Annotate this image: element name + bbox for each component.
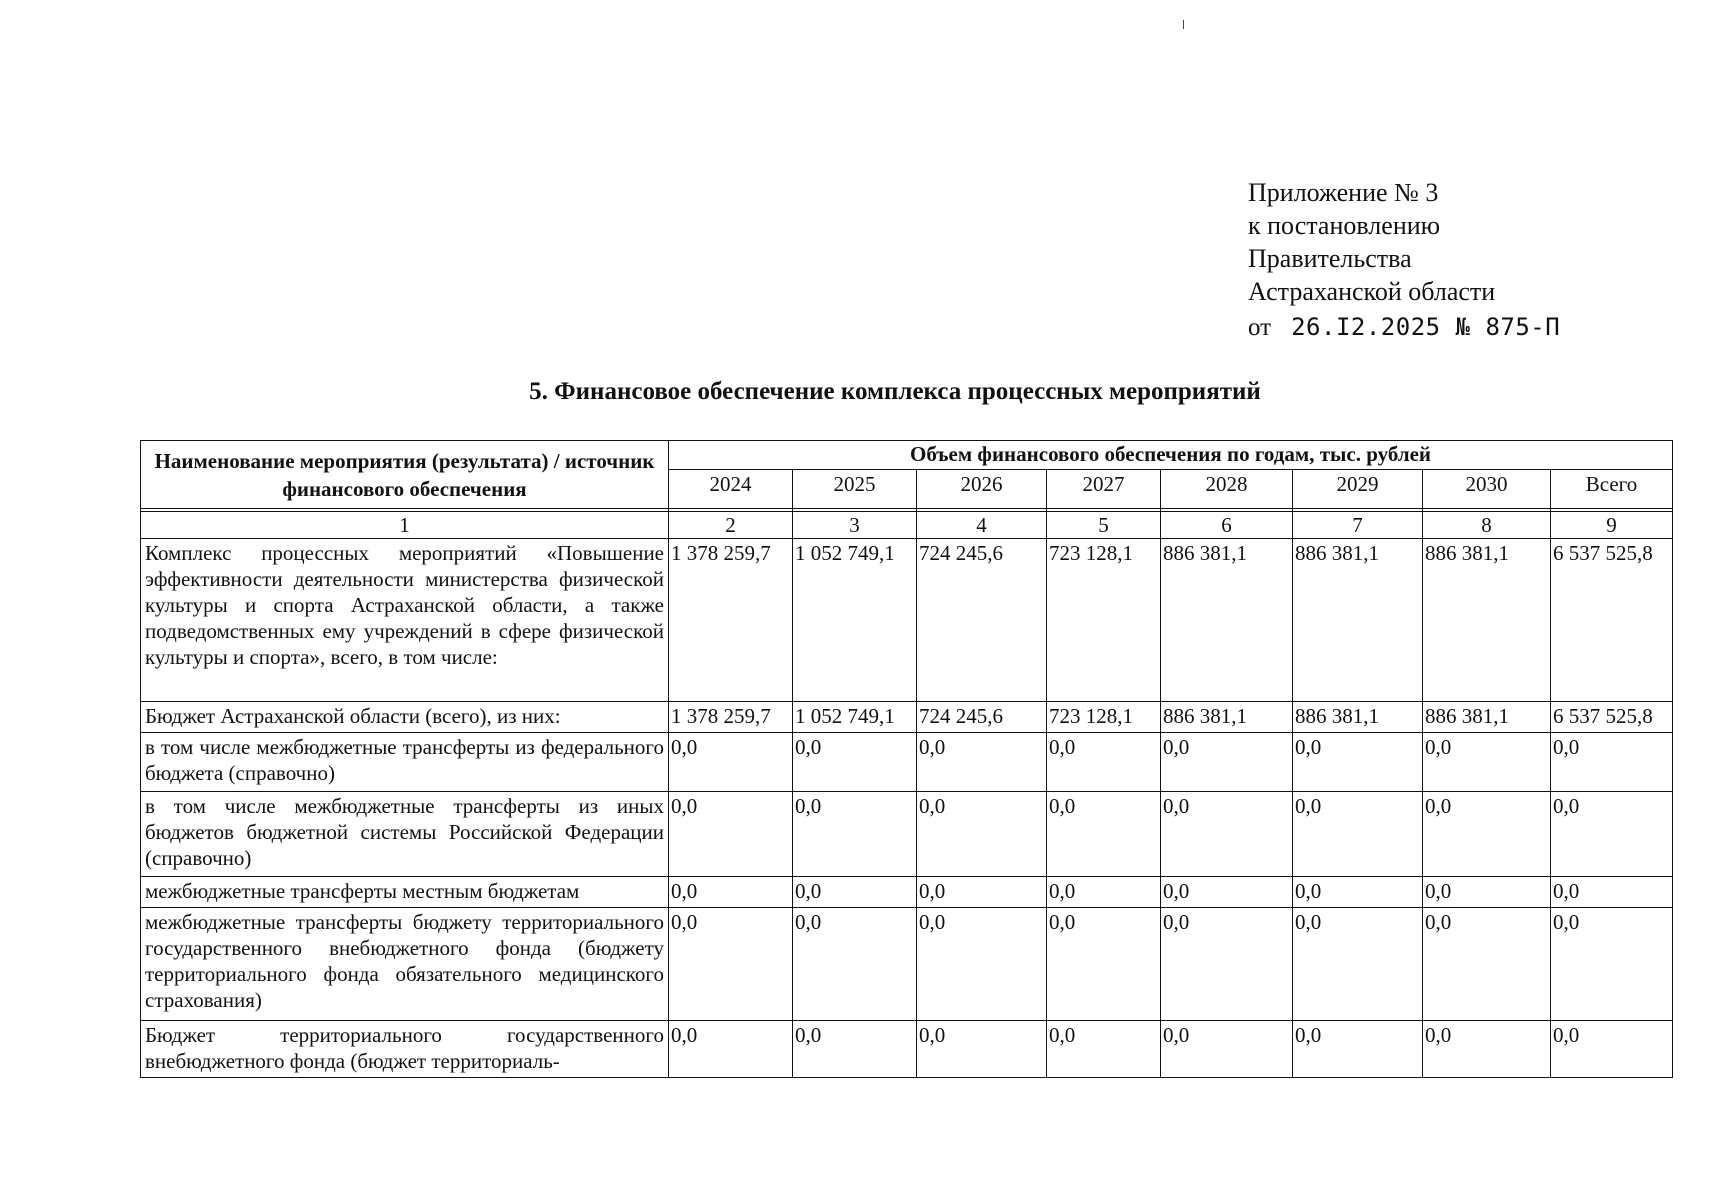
- row-value-total: 0,0: [1551, 1021, 1673, 1078]
- row-value: 1 378 259,7: [669, 539, 793, 702]
- financing-table: [140, 440, 1673, 1078]
- table-row: [141, 908, 1673, 1021]
- row-value: 0,0: [793, 877, 917, 908]
- row-value: 0,0: [1047, 908, 1161, 1021]
- row-value: 0,0: [1423, 877, 1551, 908]
- row-value: 0,0: [1293, 877, 1423, 908]
- row-value: 0,0: [793, 908, 917, 1021]
- column-number: 8: [1423, 512, 1551, 539]
- row-value-total: 0,0: [1551, 908, 1673, 1021]
- row-value: 723 128,1: [1047, 702, 1161, 733]
- header-year: 2029: [1293, 470, 1423, 509]
- row-value: 0,0: [1293, 908, 1423, 1021]
- row-value: 0,0: [1423, 908, 1551, 1021]
- header-year: 2025: [793, 470, 917, 509]
- header-year: 2026: [917, 470, 1047, 509]
- row-value: 0,0: [793, 733, 917, 792]
- row-value: 0,0: [669, 908, 793, 1021]
- row-value: 0,0: [669, 733, 793, 792]
- row-value: 0,0: [1161, 877, 1293, 908]
- header-year: 2030: [1423, 470, 1551, 509]
- table-row: [141, 539, 1673, 702]
- row-value: 0,0: [917, 792, 1047, 877]
- column-number: 4: [917, 512, 1047, 539]
- row-value: 0,0: [1293, 1021, 1423, 1078]
- row-value: 724 245,6: [917, 702, 1047, 733]
- table-row: [141, 1021, 1673, 1078]
- row-value: 0,0: [1161, 733, 1293, 792]
- row-name: в том числе межбюджетные трансферты из иных бюджетов бюджетной системы Российской Федерации (справочно): [141, 792, 669, 877]
- page-tick-mark: [1183, 20, 1184, 29]
- row-value: 886 381,1: [1293, 539, 1423, 702]
- row-value: 723 128,1: [1047, 539, 1161, 702]
- header-year: 2027: [1047, 470, 1161, 509]
- header-year: 2028: [1161, 470, 1293, 509]
- row-value: 1 052 749,1: [793, 539, 917, 702]
- row-value: 0,0: [1423, 733, 1551, 792]
- row-value: 0,0: [793, 792, 917, 877]
- row-value-total: 6 537 525,8: [1551, 539, 1673, 702]
- row-value: 0,0: [1293, 792, 1423, 877]
- row-value: 0,0: [917, 877, 1047, 908]
- appendix-date-prefix: от: [1248, 314, 1272, 341]
- row-name: в том числе межбюджетные трансферты из федерального бюджета (справочно): [141, 733, 669, 792]
- row-value: 724 245,6: [917, 539, 1047, 702]
- row-name: межбюджетные трансферты бюджету территориального государственного внебюджетного фонда (бюджету территориального фонда обязательного медицинского страхования): [141, 908, 669, 1021]
- header-name-cell: Наименование мероприятия (результата) / источник финансового обеспечения: [141, 441, 669, 509]
- row-value: 0,0: [793, 1021, 917, 1078]
- row-value: 0,0: [669, 877, 793, 908]
- column-number-row: [141, 512, 1673, 539]
- appendix-block: [1248, 176, 1560, 344]
- section-title: 5. Финансовое обеспечение комплекса процессных мероприятий: [529, 378, 1261, 405]
- column-number: 1: [141, 512, 669, 539]
- column-number: 2: [669, 512, 793, 539]
- header-group-cell: Объем финансового обеспечения по годам, тыс. рублей: [669, 441, 1673, 470]
- row-value-total: 0,0: [1551, 877, 1673, 908]
- table-row: [141, 733, 1673, 792]
- header-year-total: Всего: [1551, 470, 1673, 509]
- row-value: 0,0: [669, 1021, 793, 1078]
- row-value: 0,0: [917, 733, 1047, 792]
- row-value: 0,0: [1161, 792, 1293, 877]
- row-value: 0,0: [1047, 1021, 1161, 1078]
- row-value: 0,0: [1423, 792, 1551, 877]
- row-name: межбюджетные трансферты местным бюджетам: [141, 877, 669, 908]
- table-row: [141, 702, 1673, 733]
- row-value-total: 0,0: [1551, 792, 1673, 877]
- header-year: 2024: [669, 470, 793, 509]
- appendix-line: к постановлению: [1248, 211, 1441, 240]
- appendix-line: Приложение № 3: [1248, 178, 1439, 207]
- row-value: 0,0: [1161, 1021, 1293, 1078]
- row-value: 886 381,1: [1423, 702, 1551, 733]
- row-value: 886 381,1: [1161, 539, 1293, 702]
- header-row-group: [141, 441, 1673, 470]
- row-value: 0,0: [1161, 908, 1293, 1021]
- row-value: 886 381,1: [1423, 539, 1551, 702]
- row-name: Бюджет Астраханской области (всего), из них:: [141, 702, 669, 733]
- row-value: 1 378 259,7: [669, 702, 793, 733]
- column-number: 7: [1293, 512, 1423, 539]
- row-value-total: 0,0: [1551, 733, 1673, 792]
- column-number: 6: [1161, 512, 1293, 539]
- row-value: 0,0: [669, 792, 793, 877]
- row-value: 0,0: [1047, 733, 1161, 792]
- appendix-date-line: [1248, 310, 1560, 344]
- table-row: [141, 877, 1673, 908]
- appendix-line: Правительства: [1248, 244, 1412, 273]
- column-number: 5: [1047, 512, 1161, 539]
- column-number: 3: [793, 512, 917, 539]
- row-value: 0,0: [917, 1021, 1047, 1078]
- row-value-total: 6 537 525,8: [1551, 702, 1673, 733]
- column-number: 9: [1551, 512, 1673, 539]
- appendix-date-stamp: 26.I2.2025 № 875-П: [1291, 313, 1561, 341]
- row-name: Комплекс процессных мероприятий «Повышение эффективности деятельности министерства физической культуры и спорта Астраханской области, а также подведомственных ему учреждений в сфере физической культуры и спорта», всего, в том числе:: [141, 539, 669, 702]
- row-value: 0,0: [1047, 877, 1161, 908]
- appendix-line: Астраханской области: [1248, 277, 1496, 306]
- row-value: 886 381,1: [1293, 702, 1423, 733]
- row-name: Бюджет территориального государственного внебюджетного фонда (бюджет территориаль-: [141, 1021, 669, 1078]
- table-row: [141, 792, 1673, 877]
- row-value: 1 052 749,1: [793, 702, 917, 733]
- row-value: 0,0: [1293, 733, 1423, 792]
- row-value: 886 381,1: [1161, 702, 1293, 733]
- row-value: 0,0: [1423, 1021, 1551, 1078]
- row-value: 0,0: [1047, 792, 1161, 877]
- row-value: 0,0: [917, 908, 1047, 1021]
